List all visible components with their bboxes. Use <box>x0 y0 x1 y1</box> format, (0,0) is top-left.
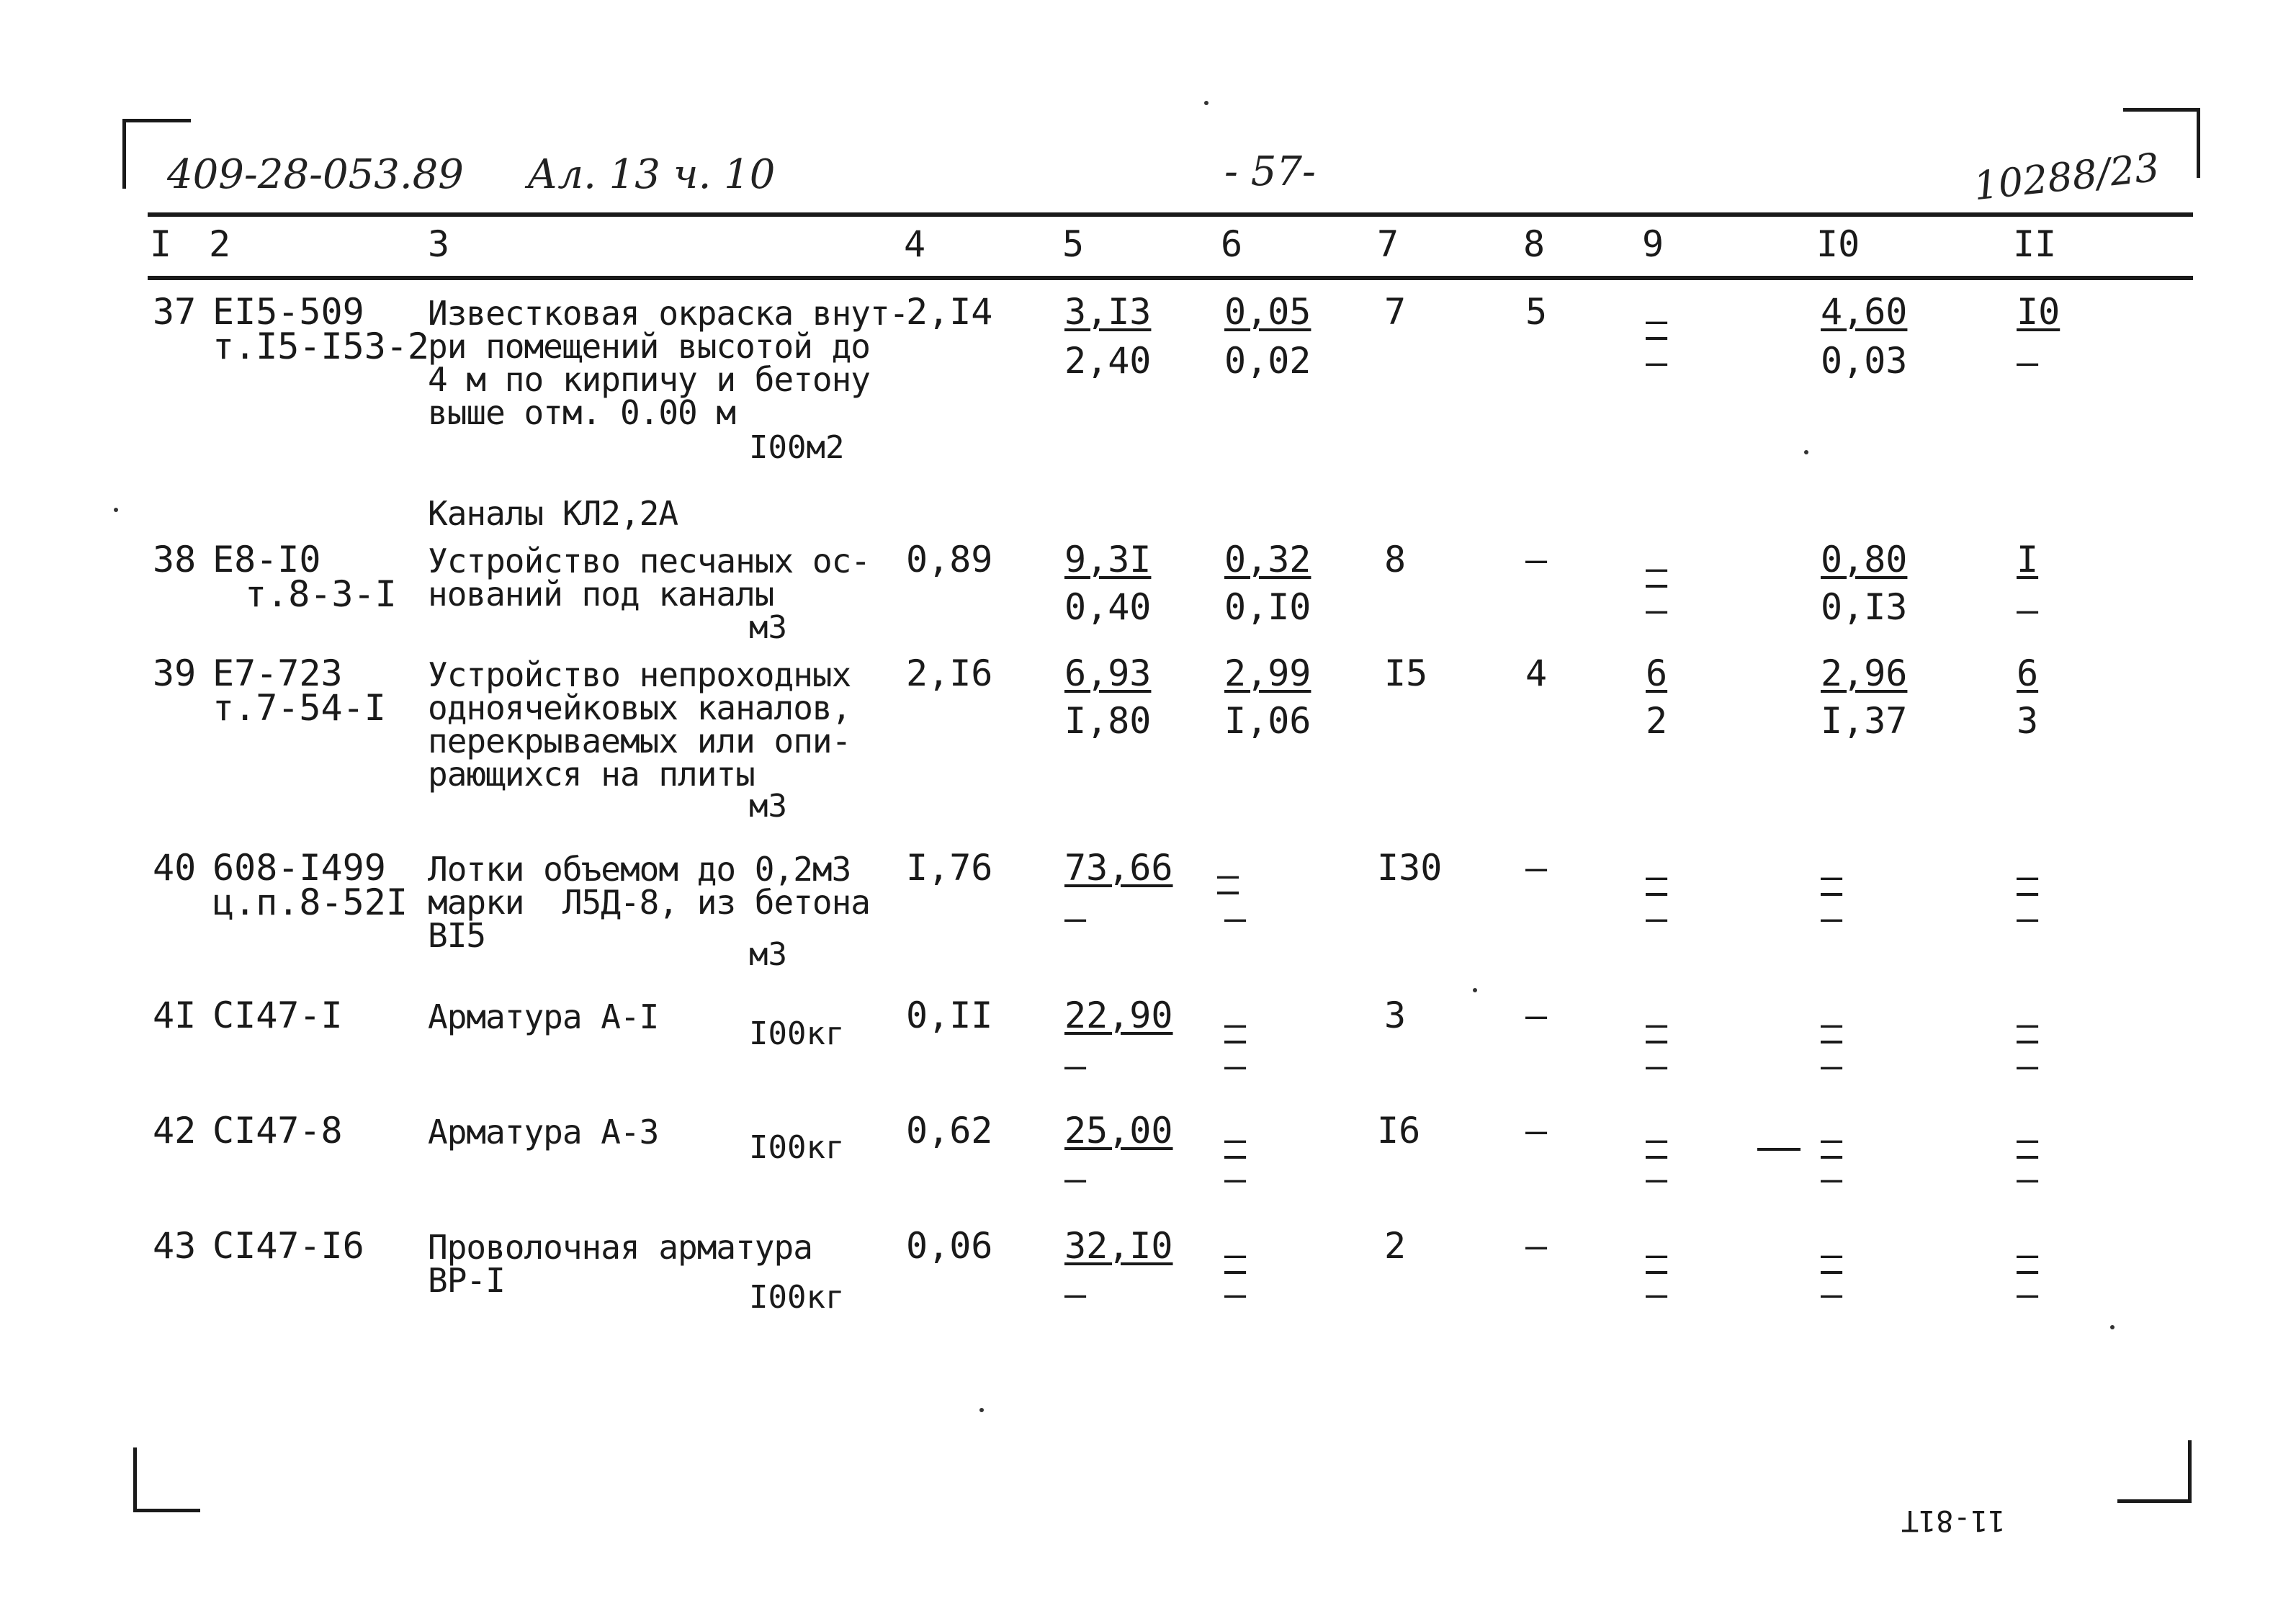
col10-bottom: I,37 <box>1821 700 1908 742</box>
work-description: выше отм. 0.00 м <box>428 393 736 432</box>
col10-bottom: – <box>1821 1045 1843 1087</box>
sheet-reference: 10288/23 <box>1971 144 2162 210</box>
col6-bottom: I,06 <box>1224 700 1311 742</box>
col9-bottom: – <box>1646 589 1668 631</box>
col5-top: 32,I0 <box>1064 1225 1173 1267</box>
col10-bottom: – <box>1821 1158 1843 1200</box>
work-description: Устройство непроходных <box>428 655 851 694</box>
col6-top: – <box>1217 854 1239 896</box>
col5-top: 22,90 <box>1064 995 1173 1036</box>
work-description: ри помещений высотой до <box>428 327 870 366</box>
col11-bottom: – <box>2017 1273 2039 1315</box>
norm-code: E7-723 <box>212 652 343 694</box>
unit-of-measure: I00кг <box>749 1279 845 1316</box>
col-header-10: I0 <box>1816 223 1860 265</box>
col5-top: 73,66 <box>1064 847 1173 889</box>
col5-bottom: – <box>1064 1158 1087 1200</box>
col7: 2 <box>1384 1225 1407 1267</box>
col5-top: 25,00 <box>1064 1110 1173 1152</box>
col11-bottom: – <box>2017 589 2039 631</box>
col7: 3 <box>1384 995 1407 1036</box>
section-heading: Каналы КЛ2,2А <box>428 494 678 533</box>
header-top-rule <box>148 212 2193 217</box>
scan-speck <box>1204 101 1208 105</box>
work-description: 4 м по кирпичу и бетону <box>428 360 870 399</box>
stray-dash-mark <box>1757 1148 1801 1151</box>
col10-top: 2,96 <box>1821 652 1908 694</box>
unit-of-measure: м3 <box>749 936 787 973</box>
col8: – <box>1525 1110 1548 1152</box>
col9-top: – <box>1646 300 1668 341</box>
work-description: перекрываемых или опи- <box>428 722 851 760</box>
col5-top: 9,3I <box>1064 539 1152 580</box>
quantity: 0,89 <box>906 539 993 580</box>
col8: – <box>1525 995 1548 1036</box>
work-description: одноячейковых каналов, <box>428 688 851 727</box>
page-number: - 57- <box>1224 148 1316 195</box>
col11-top: – <box>2017 1003 2039 1045</box>
work-description: Лотки объемом до 0,2м3 <box>428 850 851 889</box>
col5-bottom: 2,40 <box>1064 340 1152 382</box>
work-description: рающихся на плиты <box>428 755 755 794</box>
work-description: Устройство песчаных ос- <box>428 542 870 580</box>
col10-top: 4,60 <box>1821 291 1908 333</box>
col10-bottom: – <box>1821 1273 1843 1315</box>
col6-bottom: 0,02 <box>1224 340 1311 382</box>
col9-top: – <box>1646 1118 1668 1160</box>
col6-top: – <box>1224 1118 1247 1160</box>
row-number: 40 <box>153 847 197 889</box>
col6-bottom: – <box>1224 1045 1247 1087</box>
document-code: 409-28-053.89 <box>167 151 464 198</box>
work-description: BI5 <box>428 916 486 955</box>
quantity: 2,I4 <box>906 291 993 333</box>
norm-code: 608-I499 <box>212 847 386 889</box>
col10-bottom: 0,03 <box>1821 340 1908 382</box>
col-header-3: 3 <box>428 223 450 265</box>
work-description: BP-I <box>428 1261 505 1300</box>
col7: 8 <box>1384 539 1407 580</box>
quantity: 0,06 <box>906 1225 993 1267</box>
col5-top: 6,93 <box>1064 652 1152 694</box>
work-description: Арматура А-I <box>428 997 659 1036</box>
col6-bottom: – <box>1224 1273 1247 1315</box>
col6-bottom: – <box>1224 1158 1247 1200</box>
row-number: 39 <box>153 652 197 694</box>
col9-top: – <box>1646 856 1668 897</box>
col6-bottom: 0,I0 <box>1224 586 1311 628</box>
norm-code-table: т.8-3-I <box>245 573 397 615</box>
scan-speck <box>1473 988 1477 992</box>
quantity: 0,62 <box>906 1110 993 1152</box>
col5-bottom: I,80 <box>1064 700 1152 742</box>
col5-bottom: – <box>1064 1273 1087 1315</box>
col8: 5 <box>1525 291 1548 333</box>
row-number: 42 <box>153 1110 197 1152</box>
col5-bottom: – <box>1064 897 1087 939</box>
row-number: 43 <box>153 1225 197 1267</box>
col5-top: 3,I3 <box>1064 291 1152 333</box>
col10-top: – <box>1821 856 1843 897</box>
col9-top: – <box>1646 1003 1668 1045</box>
work-description: Арматура А-3 <box>428 1113 659 1152</box>
col9-bottom: 2 <box>1646 700 1668 742</box>
col10-top: – <box>1821 1234 1843 1275</box>
col6-top: 0,32 <box>1224 539 1311 580</box>
unit-of-measure: I00м2 <box>749 429 845 466</box>
col9-top: – <box>1646 1234 1668 1275</box>
col6-top: – <box>1224 1003 1247 1045</box>
col11-top: – <box>2017 1118 2039 1160</box>
col11-bottom: – <box>2017 897 2039 939</box>
col6-top: – <box>1224 1234 1247 1275</box>
col10-top: 0,80 <box>1821 539 1908 580</box>
col11-bottom: 3 <box>2017 700 2039 742</box>
col8: – <box>1525 847 1548 889</box>
quantity: 0,II <box>906 995 993 1036</box>
col-header-8: 8 <box>1523 223 1546 265</box>
col6-top: 0,05 <box>1224 291 1311 333</box>
col7: 7 <box>1384 291 1407 333</box>
col-header-4: 4 <box>904 223 926 265</box>
col-header-9: 9 <box>1642 223 1664 265</box>
scan-speck <box>1804 450 1808 454</box>
work-description: марки Л5Д-8, из бетона <box>428 883 870 922</box>
col10-top: – <box>1821 1118 1843 1160</box>
corner-bracket-bottom-right <box>2117 1440 2192 1503</box>
col10-top: – <box>1821 1003 1843 1045</box>
norm-code: E8-I0 <box>212 539 321 580</box>
work-description: Известковая окраска внут- <box>428 294 909 333</box>
col7: I6 <box>1377 1110 1421 1152</box>
work-description: Проволочная арматура <box>428 1228 812 1267</box>
col8: 4 <box>1525 652 1548 694</box>
col7: I5 <box>1384 652 1428 694</box>
col5-bottom: 0,40 <box>1064 586 1152 628</box>
col8: – <box>1525 539 1548 580</box>
col10-bottom: – <box>1821 897 1843 939</box>
work-description: нований под каналы <box>428 575 774 614</box>
col11-top: – <box>2017 856 2039 897</box>
norm-code: CI47-I6 <box>212 1225 364 1267</box>
col9-top: 6 <box>1646 652 1668 694</box>
col9-top: – <box>1646 547 1668 589</box>
col11-top: 6 <box>2017 652 2039 694</box>
norm-code-table: т.I5-I53-2 <box>212 326 430 367</box>
col-header-5: 5 <box>1062 223 1085 265</box>
col-header-6: 6 <box>1221 223 1243 265</box>
album-reference: Ал. 13 ч. 10 <box>527 151 776 198</box>
quantity: 2,I6 <box>906 652 993 694</box>
norm-code: CI47-I <box>212 995 343 1036</box>
header-bottom-rule <box>148 276 2193 280</box>
col5-bottom: – <box>1064 1045 1087 1087</box>
col-header-11: II <box>2013 223 2057 265</box>
unit-of-measure: I00кг <box>749 1129 845 1166</box>
col6-bottom: – <box>1224 897 1247 939</box>
col11-bottom: – <box>2017 341 2039 383</box>
quantity: I,76 <box>906 847 993 889</box>
col11-bottom: – <box>2017 1045 2039 1087</box>
norm-code-table: ц.п.8-52I <box>212 881 408 923</box>
norm-code: EI5-509 <box>212 291 364 333</box>
col8: – <box>1525 1225 1548 1267</box>
col11-top: – <box>2017 1234 2039 1275</box>
col9-bottom: – <box>1646 341 1668 383</box>
col9-bottom: – <box>1646 897 1668 939</box>
col9-bottom: – <box>1646 1158 1668 1200</box>
unit-of-measure: м3 <box>749 609 787 646</box>
col-header-1: I <box>150 223 172 265</box>
unit-of-measure: I00кг <box>749 1015 845 1052</box>
col11-top: I0 <box>2017 291 2060 333</box>
scan-speck <box>2110 1325 2115 1329</box>
col-header-2: 2 <box>209 223 231 265</box>
scan-speck <box>979 1408 984 1412</box>
scan-speck <box>114 508 118 512</box>
col9-bottom: – <box>1646 1045 1668 1087</box>
col10-bottom: 0,I3 <box>1821 586 1908 628</box>
col11-bottom: – <box>2017 1158 2039 1200</box>
unit-of-measure: м3 <box>749 788 787 825</box>
col11-top: I <box>2017 539 2039 580</box>
col-header-7: 7 <box>1377 223 1399 265</box>
col9-bottom: – <box>1646 1273 1668 1315</box>
col6-top: 2,99 <box>1224 652 1311 694</box>
footer-stamp: 11-81T <box>1901 1504 2006 1537</box>
col7: I30 <box>1377 847 1443 889</box>
corner-bracket-bottom-left <box>133 1447 200 1512</box>
row-number: 37 <box>153 291 197 333</box>
row-number: 4I <box>153 995 197 1036</box>
norm-code-table: т.7-54-I <box>212 687 386 729</box>
norm-code: CI47-8 <box>212 1110 343 1152</box>
row-number: 38 <box>153 539 197 580</box>
